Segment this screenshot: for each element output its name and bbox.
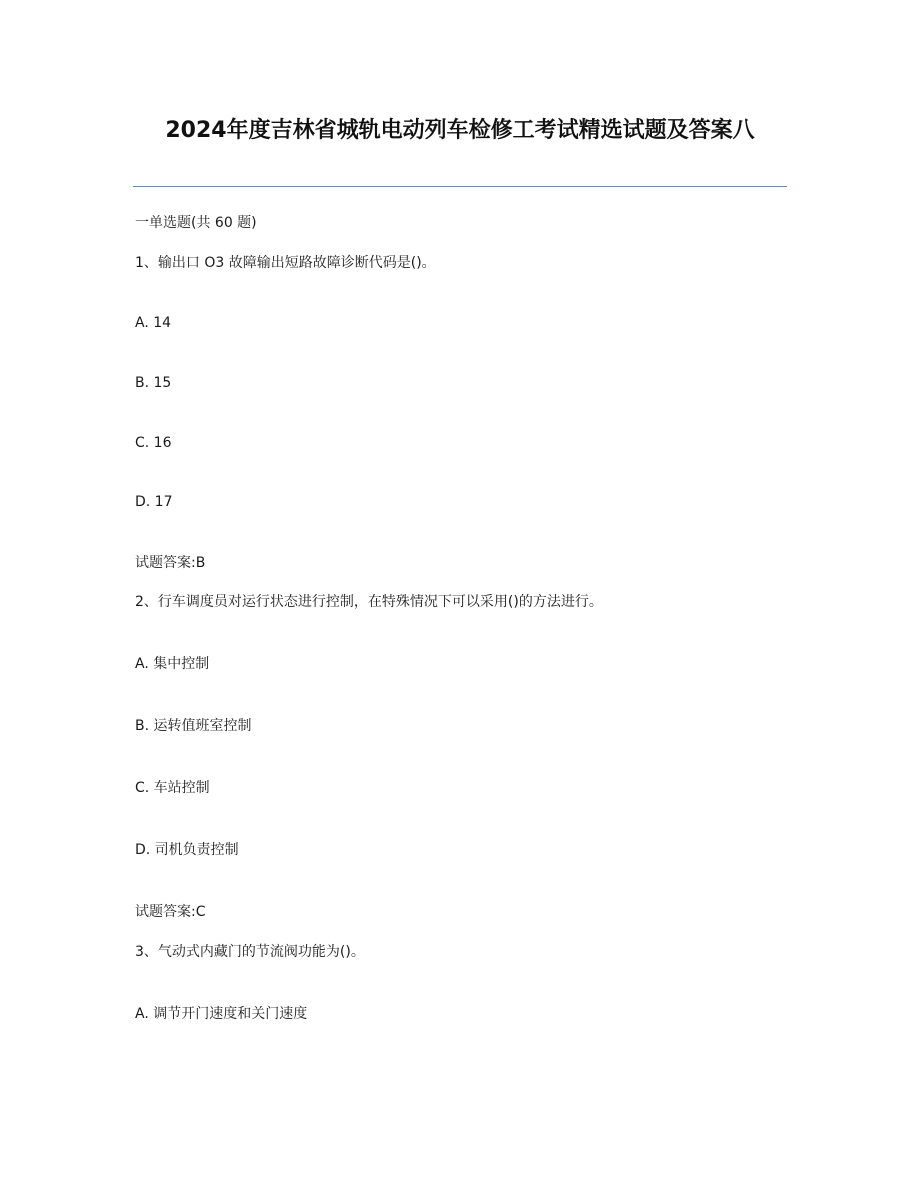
question-2-option-b: B. 运转值班室控制 bbox=[135, 718, 252, 734]
question-1-answer: 试题答案:B bbox=[135, 555, 206, 571]
question-3-option-a: A. 调节开门速度和关门速度 bbox=[135, 1006, 308, 1022]
question-3-stem: 3、气动式内藏门的节流阀功能为()。 bbox=[135, 944, 365, 960]
question-2-option-c: C. 车站控制 bbox=[135, 780, 210, 796]
section-heading: 一单选题(共 60 题) bbox=[135, 215, 257, 231]
question-2-answer: 试题答案:C bbox=[135, 904, 206, 920]
question-1-stem: 1、输出口 O3 故障输出短路故障诊断代码是()。 bbox=[135, 255, 436, 271]
document-title: 2024年度吉林省城轨电动列车检修工考试精选试题及答案八 bbox=[165, 118, 755, 143]
title-divider bbox=[133, 186, 787, 187]
question-2-option-d: D. 司机负责控制 bbox=[135, 842, 239, 858]
question-2-stem: 2、行车调度员对运行状态进行控制，在特殊情况下可以采用()的方法进行。 bbox=[135, 594, 603, 610]
question-1-option-c: C. 16 bbox=[135, 435, 172, 451]
question-1-option-a: A. 14 bbox=[135, 315, 172, 331]
question-1-option-b: B. 15 bbox=[135, 375, 172, 391]
question-2-option-a: A. 集中控制 bbox=[135, 656, 210, 672]
question-1-option-d: D. 17 bbox=[135, 494, 173, 510]
